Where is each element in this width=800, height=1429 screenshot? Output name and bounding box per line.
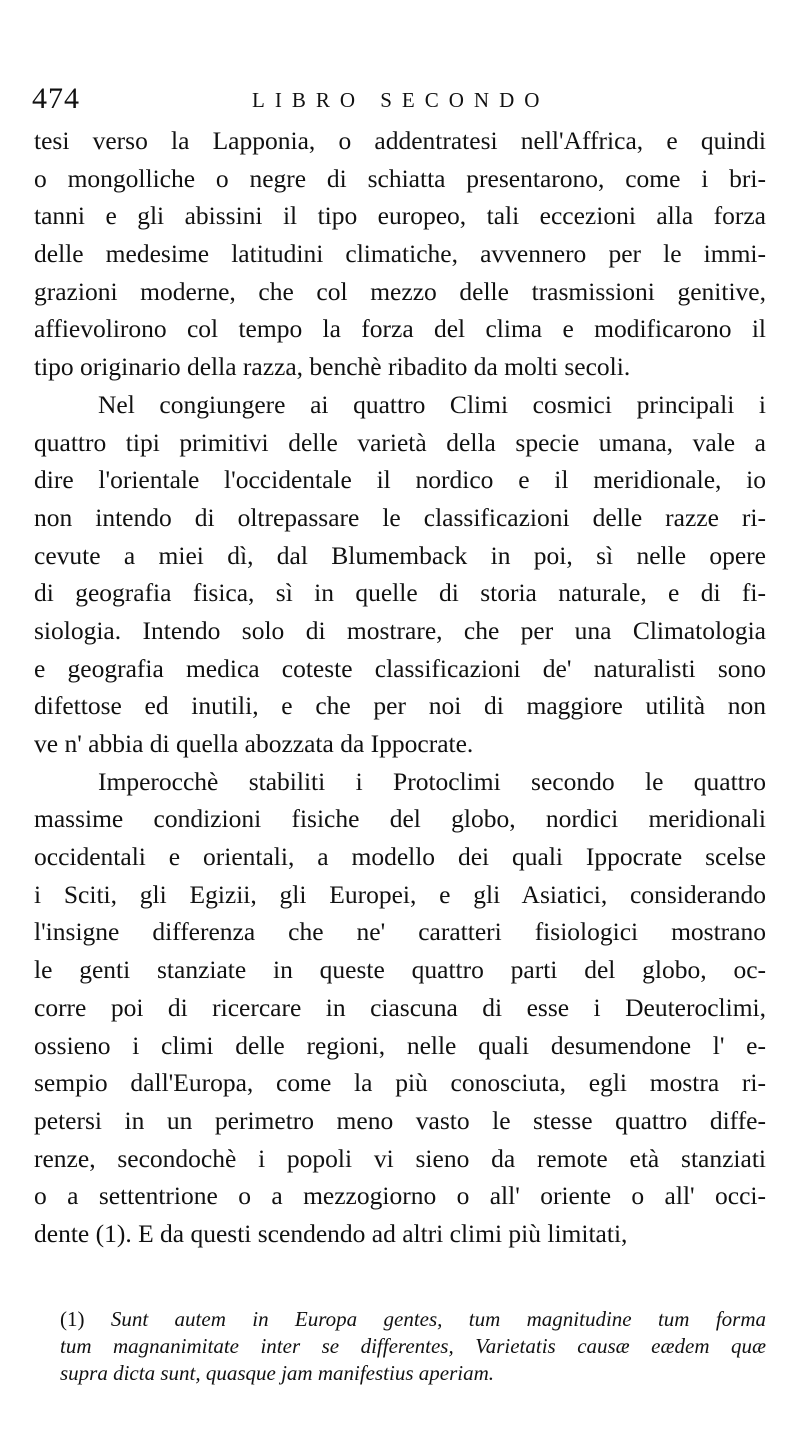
footnote	[60, 1306, 766, 1387]
footnote-line: supra dicta sunt, quasque jam manifestius aperiam.	[60, 1361, 494, 1385]
text-line: e geografia medica coteste classificazioni de' naturalisti sono	[34, 653, 766, 683]
text-line: cevute a miei dì, dal Blumemback in poi, sì nelle opere	[34, 540, 766, 570]
text-line: tipo originario della razza, benchè ribadito da molti secoli.	[34, 352, 631, 382]
paragraph	[34, 386, 766, 763]
text-line: renze, secondochè i popoli vi sieno da remote età stanziati	[34, 1143, 766, 1173]
text-line: grazioni moderne, che col mezzo delle trasmissioni genitive,	[34, 276, 766, 306]
paragraph	[34, 122, 766, 386]
page-number: 474	[32, 82, 80, 115]
text-line: massime condizioni fisiche del globo, nordici meridionali	[34, 804, 766, 834]
text-line: siologia. Intendo solo di mostrare, che per una Climatologia	[34, 615, 766, 645]
text-line: petersi in un perimetro meno vasto le stesse quattro diffe-	[34, 1105, 766, 1135]
text-line: corre poi di ricercare in ciascuna di esse i Deuteroclimi,	[34, 992, 766, 1022]
text-line: tesi verso la Lapponia, o addentratesi nell'Affrica, e quindi	[34, 126, 766, 155]
text-line: quattro tipi primitivi delle varietà della specie umana, vale a	[34, 427, 766, 457]
paragraph	[34, 763, 766, 1253]
text-line: tanni e gli abissini il tipo europeo, tali eccezioni alla forza	[34, 201, 766, 231]
running-head: LIBRO SECONDO	[252, 88, 550, 112]
page-header	[32, 82, 770, 126]
footnote-marker: (1)	[60, 1307, 111, 1331]
body-text	[34, 122, 766, 1253]
text-line: sempio dall'Europa, come la più conosciuta, egli mostra ri-	[34, 1068, 766, 1098]
text-line: dente (1). E da questi scendendo ad altri climi più limitati,	[34, 1218, 628, 1248]
footnote-line	[60, 1306, 766, 1333]
text-line: Imperocchè stabiliti i Protoclimi secondo le quattro	[98, 766, 766, 796]
text-line: o mongolliche o negre di schiatta presentarono, come i bri-	[34, 163, 766, 193]
text-line: ossieno i climi delle regioni, nelle quali desumendone l' e-	[34, 1030, 766, 1060]
text-line: o a settentrione o a mezzogiorno o all' oriente o all' occi-	[34, 1181, 766, 1211]
text-line: Nel congiungere ai quattro Climi cosmici principali i	[98, 389, 766, 419]
text-line: i Sciti, gli Egizii, gli Europei, e gli Asiatici, considerando	[34, 879, 766, 909]
footnotes	[60, 1306, 766, 1387]
footnote-line: tum magnanimitate inter se differentes, Varietatis causæ eædem quæ	[60, 1334, 766, 1358]
text-line: non intendo di oltrepassare le classificazioni delle razze ri-	[34, 502, 766, 532]
text-line: dire l'orientale l'occidentale il nordico e il meridionale, io	[34, 465, 766, 495]
text-line: difettose ed inutili, e che per noi di maggiore utilità non	[34, 691, 766, 721]
text-line: occidentali e orientali, a modello dei quali Ippocrate scelse	[34, 842, 766, 872]
text-line: le genti stanziate in queste quattro parti del globo, oc-	[34, 955, 766, 985]
text-line: l'insigne differenza che ne' caratteri fisiologici mostrano	[34, 917, 766, 947]
text-line: affievolirono col tempo la forza del clima e modificarono il	[34, 314, 766, 344]
footnote-text: Sunt autem in Europa gentes, tum magnitudine tum forma	[110, 1307, 766, 1331]
text-line: ve n' abbia di quella abozzata da Ippocrate.	[34, 729, 474, 758]
text-line: di geografia fisica, sì in quelle di storia naturale, e di fi-	[34, 578, 766, 608]
text-line: delle medesime latitudini climatiche, avvennero per le immi-	[34, 239, 766, 269]
